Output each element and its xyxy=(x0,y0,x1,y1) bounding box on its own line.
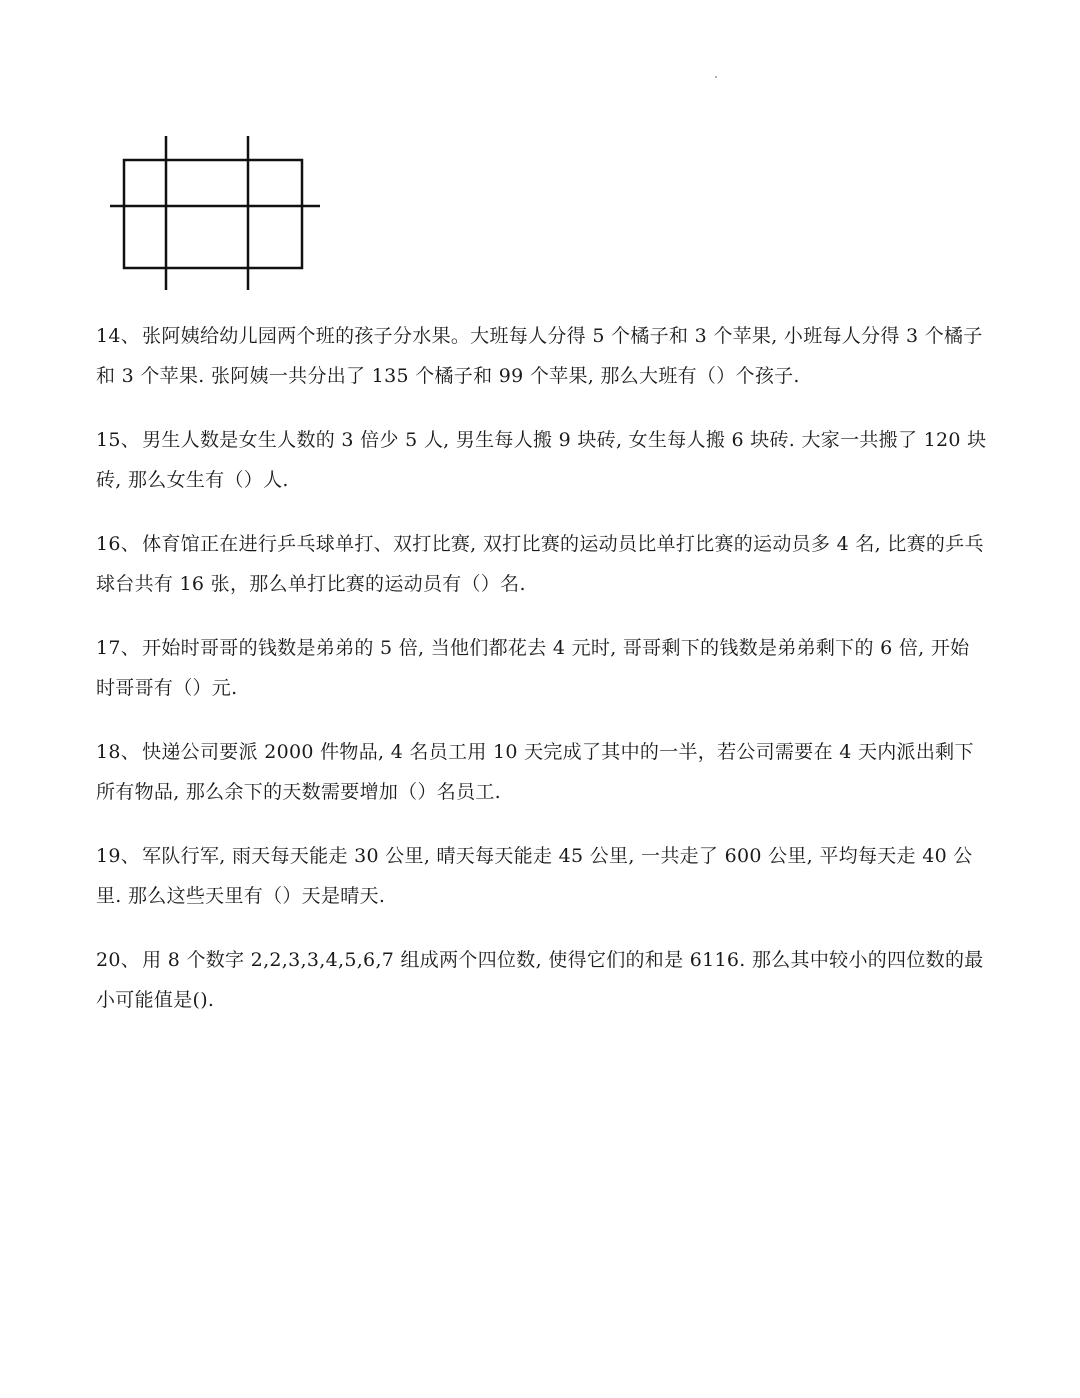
question-15 xyxy=(96,420,988,500)
grid-rectangle-figure xyxy=(106,134,326,298)
question-text: 快递公司要派 2000 件物品, 4 名员工用 10 天完成了其中的一半，若公司需要在 4 天内派出剩下所有物品, 那么余下的天数需要增加（）名员工. xyxy=(96,741,974,803)
grid-rectangle-svg xyxy=(106,134,326,294)
question-16 xyxy=(96,524,988,604)
question-14 xyxy=(96,316,988,396)
question-number: 18、 xyxy=(96,741,141,763)
question-number: 16、 xyxy=(96,533,141,555)
question-number: 19、 xyxy=(96,845,141,867)
question-text: 开始时哥哥的钱数是弟弟的 5 倍, 当他们都花去 4 元时, 哥哥剩下的钱数是弟弟剩下的 6 倍, 开始时哥哥有（）元. xyxy=(96,637,970,699)
question-number: 17、 xyxy=(96,637,141,659)
question-text: 张阿姨给幼儿园两个班的孩子分水果。大班每人分得 5 个橘子和 3 个苹果, 小班每人分得 3 个橘子和 3 个苹果. 张阿姨一共分出了 135 个橘子和 99 个苹果, 那么大班有（）个孩子. xyxy=(96,325,983,387)
question-number: 20、 xyxy=(96,949,141,971)
question-number: 15、 xyxy=(96,429,141,451)
question-number: 14、 xyxy=(96,325,141,347)
question-text: 男生人数是女生人数的 3 倍少 5 人, 男生每人搬 9 块砖, 女生每人搬 6 块砖. 大家一共搬了 120 块砖, 那么女生有（）人. xyxy=(96,429,987,491)
figure-rectangle xyxy=(124,160,302,268)
question-20 xyxy=(96,940,988,1020)
question-text: 用 8 个数字 2,2,3,3,4,5,6,7 组成两个四位数, 使得它们的和是 6116. 那么其中较小的四位数的最小可能值是(). xyxy=(96,949,984,1011)
stray-dot xyxy=(715,76,717,78)
question-19 xyxy=(96,836,988,916)
question-list xyxy=(96,316,988,1044)
question-text: 军队行军, 雨天每天能走 30 公里, 晴天每天能走 45 公里, 一共走了 600 公里, 平均每天走 40 公里. 那么这些天里有（）天是晴天. xyxy=(96,845,973,907)
question-18 xyxy=(96,732,988,812)
question-text: 体育馆正在进行乒乓球单打、双打比赛, 双打比赛的运动员比单打比赛的运动员多 4 名, 比赛的乒乓球台共有 16 张，那么单打比赛的运动员有（）名. xyxy=(96,533,984,595)
question-17 xyxy=(96,628,988,708)
